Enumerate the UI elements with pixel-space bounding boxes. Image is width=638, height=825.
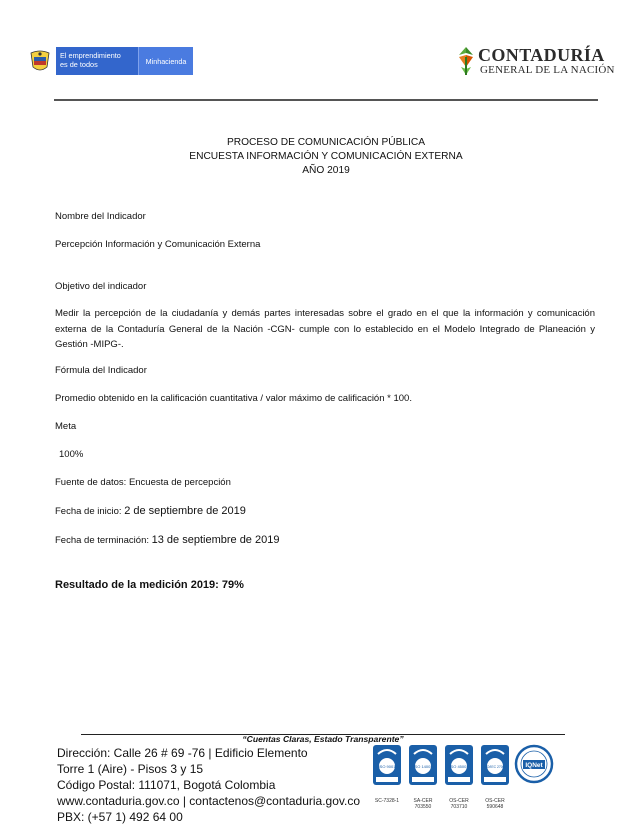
- indicator-name-value: Percepción Información y Comunicación Externa: [55, 239, 261, 250]
- footer-phone: PBX: (+57 1) 492 64 00: [57, 810, 183, 824]
- objective-label: Objetivo del indicador: [55, 281, 147, 292]
- footer-postal: Código Postal: 111071, Bogotá Colombia: [57, 778, 276, 792]
- svg-text:ISO 9001: ISO 9001: [378, 764, 396, 769]
- goal-label: Meta: [55, 421, 77, 432]
- iso-45001-cert-icon: [444, 744, 474, 800]
- footer-web-links[interactable]: www.contaduria.gov.co | contactenos@contaduria.gov.co: [57, 794, 361, 808]
- objective-text: Medir la percepción de la ciudadanía y demás partes interesadas sobre el grado en el que la información y comunicación externa de la Contaduría General de la Nación -CGN- cumple con lo establecido en el Modelo Integrado de Planeación y Gestión -MIPG-.: [55, 308, 595, 350]
- iso-45001-code: OS-CER 703710: [449, 798, 469, 810]
- cgn-emblem-icon: [455, 45, 477, 82]
- measurement-result: Resultado de la medición 2019: 79%: [55, 579, 244, 591]
- year-title: AÑO 2019: [302, 165, 350, 176]
- goal-value: 100%: [59, 449, 84, 460]
- gov-logo-block: [23, 47, 195, 75]
- footer-tower: Torre 1 (Aire) - Pisos 3 y 15: [57, 762, 204, 776]
- end-date: [55, 534, 279, 547]
- end-date-value: 13 de septiembre de 2019: [151, 534, 280, 546]
- iso-14001-code: SA-CER 703550: [413, 798, 433, 810]
- certification-logos: [372, 744, 554, 816]
- end-date-label: Fecha de terminación:: [55, 535, 152, 546]
- cgn-name: CONTADURÍA: [478, 45, 605, 65]
- indicator-name-label: Nombre del Indicador: [55, 211, 146, 222]
- process-title: PROCESO DE COMUNICACIÓN PÚBLICA: [226, 137, 426, 148]
- svg-text:ISO 45001: ISO 45001: [449, 764, 469, 769]
- iso-9001-cert-icon: [372, 744, 402, 800]
- data-source: Fuente de datos: Encuesta de percepción: [55, 477, 231, 488]
- header-divider: [54, 99, 598, 101]
- svg-text:ISO 14001: ISO 14001: [413, 764, 433, 769]
- start-date-label: Fecha de inicio:: [55, 506, 125, 517]
- gov-slogan: El emprendimiento es de todos: [56, 47, 138, 75]
- footer-address: Dirección: Calle 26 # 69 -76 | Edificio Elemento: [57, 746, 308, 760]
- formula-text: Promedio obtenido en la calificación cuantitativa / valor máximo de calificación * 100.: [55, 393, 412, 404]
- start-date: [55, 505, 246, 518]
- ministry-label: Minhacienda: [138, 47, 193, 75]
- formula-label: Fórmula del Indicador: [55, 365, 147, 376]
- iqnet-cert-icon: [514, 744, 554, 800]
- svg-text:IQNet: IQNet: [525, 762, 543, 769]
- iso-14001-cert-icon: [408, 744, 438, 800]
- footer-slogan: “Cuentas Claras, Estado Transparente”: [242, 734, 404, 744]
- survey-title: ENCUESTA INFORMACIÓN Y COMUNICACIÓN EXTERNA: [189, 151, 463, 162]
- colombia-seal-icon: [23, 47, 56, 75]
- svg-text:ISO/IEC 27001: ISO/IEC 27001: [483, 765, 507, 769]
- start-date-value: 2 de septiembre de 2019: [124, 505, 246, 517]
- iso-27001-code: OS-CER 590648: [485, 798, 505, 810]
- iso-9001-code: SC-7328-1: [374, 798, 400, 804]
- cgn-subtitle: GENERAL DE LA NACIÓN: [480, 64, 615, 76]
- iso-27001-cert-icon: [480, 744, 510, 800]
